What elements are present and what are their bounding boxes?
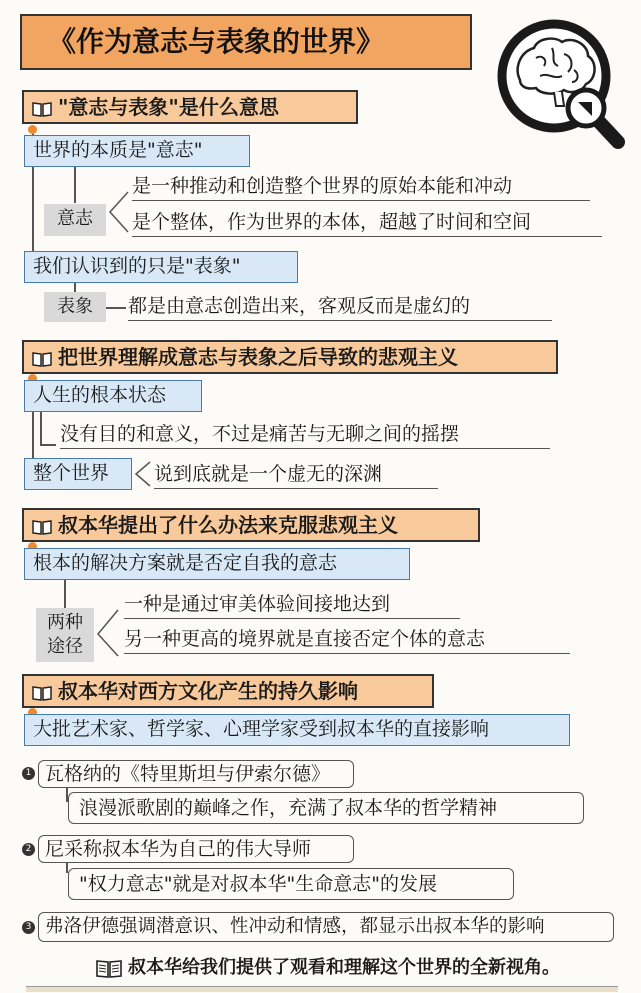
item-number-1: 1 [22,767,35,780]
influence-item-2-desc: "权力意志"就是对叔本华"生命意志"的发展 [68,868,514,900]
connector-line [106,307,126,309]
bracket [108,184,130,240]
world-desc: 说到底就是一个虚无的深渊 [154,460,438,489]
brain-magnifier-icon [492,14,628,154]
connector-line [64,580,66,608]
tag-will: 意志 [44,204,106,236]
section-heading-text: 叔本华对西方文化产生的持久影响 [58,679,358,703]
open-book-icon [96,958,122,978]
tag-two-paths-line2: 途径 [47,636,83,657]
life-desc: 没有目的和意义，不过是痛苦与无聊之间的摇摆 [60,420,550,449]
influence-item-1-desc: 浪漫派歌剧的巅峰之作，充满了叔本华的哲学精神 [68,792,584,824]
item-number-2: 2 [22,843,35,856]
concept-box-influence: 大批艺术家、哲学家、心理学家受到叔本华的直接影响 [24,714,570,746]
section-heading-2 [22,340,558,374]
influence-item-2: 尼采称叔本华为自己的伟大导师 [38,835,354,863]
path-desc-1: 一种是通过审美体验间接地达到 [124,590,460,619]
tag-representation: 表象 [44,292,106,322]
section-heading-text: 把世界理解成意志与表象之后导致的悲观主义 [58,345,458,369]
concept-box-life: 人生的根本状态 [24,380,202,412]
bracket [96,604,120,660]
connector-dot [28,125,37,134]
will-desc-1: 是一种推动和创造整个世界的原始本能和冲动 [132,172,590,201]
section-heading-4 [22,674,434,708]
connector-line [40,412,42,444]
section-heading-1 [22,90,358,124]
open-book-icon [32,513,52,543]
bottom-divider [26,986,618,992]
section-heading-text: "意志与表象"是什么意思 [58,95,279,119]
page-title: 《作为意志与表象的世界》 [20,14,472,70]
open-book-icon [32,345,52,375]
concept-box-representation: 我们认识到的只是"表象" [24,251,298,283]
connector-line [74,167,76,203]
connector-line [40,444,56,446]
influence-item-1: 瓦格纳的《特里斯坦与伊索尔德》 [38,760,354,788]
tag-two-paths-line1: 两种 [47,612,83,633]
bracket [134,458,152,490]
tag-two-paths [36,608,94,662]
section-heading-text: 叔本华提出了什么办法来克服悲观主义 [58,513,398,537]
concept-box-solution: 根本的解决方案就是否定自我的意志 [24,548,410,580]
item-number-3: 3 [22,921,35,934]
open-book-icon [32,95,52,125]
open-book-icon [32,679,52,709]
concept-box-world: 整个世界 [24,458,132,490]
conclusion-text: 叔本华给我们提供了观看和理解这个世界的全新视角。 [128,957,560,978]
concept-box-will: 世界的本质是"意志" [24,135,250,167]
influence-item-3: 弗洛伊德强调潜意识、性冲动和情感，都显示出叔本华的影响 [38,912,614,942]
path-desc-2: 另一种更高的境界就是直接否定个体的意志 [124,625,570,654]
section-heading-3 [22,508,480,542]
representation-desc: 都是由意志创造出来，客观反而是虚幻的 [128,292,552,321]
will-desc-2: 是个整体，作为世界的本体，超越了时间和空间 [132,208,602,237]
